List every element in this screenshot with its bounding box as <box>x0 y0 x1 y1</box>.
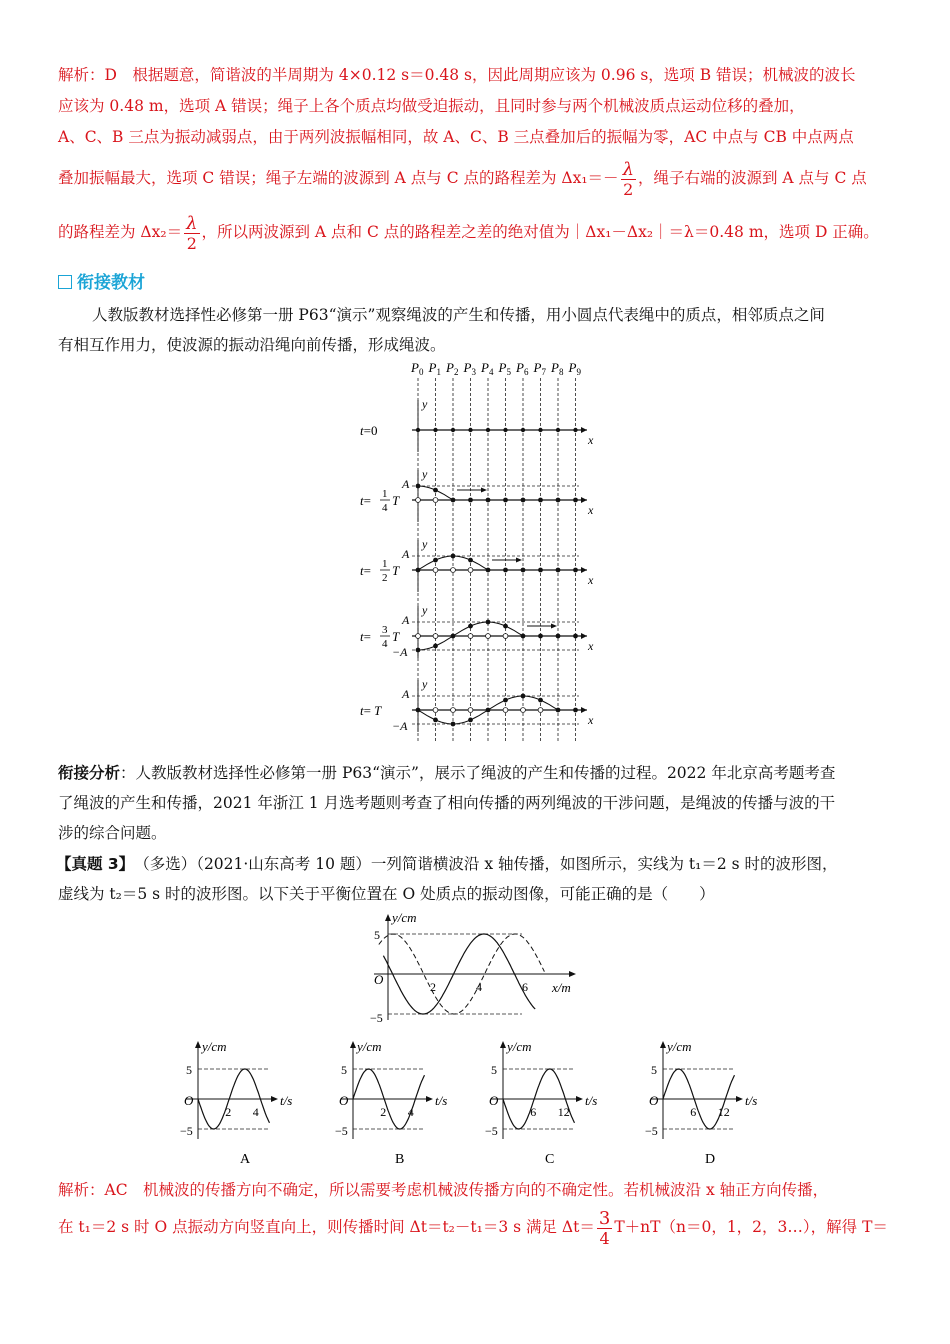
y-axis-arrow <box>660 1041 666 1048</box>
equilibrium-point <box>433 568 438 573</box>
analysis-text: 在 t₁＝2 s 时 O 点振动方向竖直向上，则传播时间 Δt＝t₂－t₁＝3 s 满足 Δt＝ <box>58 1218 595 1236</box>
y-tick: 5 <box>186 1063 192 1077</box>
x-axis-label: x <box>588 639 594 653</box>
rope-point <box>433 428 437 432</box>
time-row <box>360 467 594 522</box>
y-axis-label: y <box>422 397 428 411</box>
time-eq: = <box>363 563 371 578</box>
body-text: 涉的综合问题。 <box>58 824 167 842</box>
period-T: T <box>392 493 400 508</box>
propagation-arrowhead <box>516 558 522 563</box>
y-tick: −5 <box>645 1124 658 1138</box>
lambda-over-2-fraction <box>621 158 636 199</box>
x-axis-label: x <box>588 503 594 517</box>
x-tick: 2 <box>430 980 436 994</box>
equilibrium-point <box>486 634 491 639</box>
t-axis-label: t/s <box>585 1093 598 1108</box>
analysis-line-4 <box>58 158 894 198</box>
y-axis-label: y <box>422 603 428 617</box>
rope-point <box>468 428 472 432</box>
equilibrium-point <box>433 708 438 713</box>
t-axis-label: t/s <box>435 1093 448 1108</box>
rope-point <box>433 643 438 648</box>
t-axis-arrow <box>426 1096 433 1102</box>
frac-den: 4 <box>382 638 388 650</box>
rope-point <box>486 498 491 503</box>
y-tick: −5 <box>370 1011 383 1025</box>
propagation-arrowhead <box>481 488 487 493</box>
textbook-line-2 <box>58 330 894 361</box>
y-axis-label: y/cm <box>202 1039 227 1054</box>
t-axis-arrow <box>576 1096 583 1102</box>
frac-den: 4 <box>382 502 388 514</box>
time-t: t <box>360 563 364 578</box>
option-label: D <box>705 1152 716 1167</box>
rope-point <box>451 498 456 503</box>
t-tick: 6 <box>690 1105 697 1119</box>
point-letter: P <box>463 360 472 375</box>
rope-point <box>538 498 543 503</box>
analysis-text: A、C、B 三点为振动减弱点，由于两列波振幅相同，故 A、C、B 三点叠加后的振幅为零，AC 中点与 CB 中点两点 <box>58 128 854 146</box>
rope-point <box>503 568 508 573</box>
rope-point <box>521 428 525 432</box>
y-tick: −5 <box>335 1124 348 1138</box>
point-subscript: 7 <box>541 367 546 377</box>
option-graph-b <box>335 1039 447 1167</box>
origin-label: O <box>489 1093 499 1108</box>
rope-point <box>538 428 542 432</box>
option-label: C <box>545 1152 555 1167</box>
time-row <box>360 397 594 452</box>
time-label <box>360 493 371 508</box>
point-label <box>568 360 582 377</box>
y-axis-label: y/cm <box>392 910 417 925</box>
rope-point <box>451 722 456 727</box>
rope-point <box>468 558 473 563</box>
t-axis-label: t/s <box>280 1093 293 1108</box>
t-axis-arrow <box>736 1096 743 1102</box>
frac-num: 1 <box>382 488 388 500</box>
rope-point <box>503 698 508 703</box>
point-letter: P <box>516 360 524 375</box>
amplitude-label: A <box>402 613 410 627</box>
time-t: t <box>360 703 364 718</box>
y-axis-arrow <box>350 1041 356 1048</box>
equilibrium-point <box>538 708 543 713</box>
rope-point <box>556 708 561 713</box>
rope-point <box>486 620 491 625</box>
x-axis-arrow <box>581 707 587 713</box>
rope-point <box>573 634 578 639</box>
point-letter: P <box>568 360 577 375</box>
t-tick: 12 <box>557 1105 570 1119</box>
y-tick: 5 <box>374 928 380 942</box>
point-subscript: 0 <box>418 367 424 377</box>
equilibrium-point <box>433 634 438 639</box>
period-T: T <box>374 703 382 718</box>
point-subscript: 1 <box>436 367 441 377</box>
point-letter: P <box>428 360 437 375</box>
lambda-over-2-fraction <box>184 212 199 253</box>
y-axis-arrow <box>500 1041 506 1048</box>
time-row <box>360 603 594 659</box>
amplitude-label: A <box>402 687 410 701</box>
rope-point <box>486 428 490 432</box>
point-subscript: 8 <box>558 367 564 377</box>
t-tick: 2 <box>225 1105 232 1119</box>
rope-point <box>538 698 543 703</box>
point-subscript: 6 <box>523 367 529 377</box>
analysis-line-3 <box>58 122 894 153</box>
time-label <box>360 563 371 578</box>
rope-point <box>521 498 526 503</box>
propagation-arrowhead <box>551 624 557 629</box>
wave-graph <box>352 910 592 1030</box>
equilibrium-point <box>451 568 456 573</box>
period-T: T <box>392 563 400 578</box>
y-axis-label: y <box>422 467 428 481</box>
analysis-line-2 <box>58 91 894 122</box>
rope-point <box>573 568 578 573</box>
link-analysis-line-3 <box>58 818 894 849</box>
point-label <box>515 360 529 377</box>
analysis-text: ，绳子右端的波源到 A 点与 C 点 <box>637 169 867 187</box>
equilibrium-point <box>451 708 456 713</box>
analysis2-line-1 <box>58 1175 894 1206</box>
rope-point <box>416 428 420 432</box>
analysis-text: 解析：AC 机械波的传播方向不确定，所以需要考虑机械波传播方向的不确定性。若机械波沿 x 轴正方向传播， <box>58 1181 829 1199</box>
x-axis-arrow <box>569 971 576 977</box>
rope-point <box>468 498 473 503</box>
period-T: T <box>392 629 400 644</box>
time-t: t <box>360 629 364 644</box>
rope-point <box>416 568 421 573</box>
x-axis-arrow <box>581 427 587 433</box>
origin-label: O <box>339 1093 349 1108</box>
rope-point <box>416 484 421 489</box>
time-label <box>360 629 371 644</box>
time-label <box>360 703 371 718</box>
time-label <box>360 423 377 438</box>
y-axis-label: y/cm <box>667 1039 692 1054</box>
x-axis-label: x <box>588 433 594 447</box>
frac-denominator: 2 <box>186 233 197 253</box>
rope-point <box>521 634 526 639</box>
rope-point <box>538 568 543 573</box>
rope-point <box>538 634 543 639</box>
t-tick: 4 <box>252 1105 259 1119</box>
point-letter: P <box>551 360 559 375</box>
checkbox-square-icon <box>58 275 72 289</box>
origin-label: O <box>374 972 384 987</box>
frac-num: 3 <box>382 624 388 636</box>
x-tick: 4 <box>476 980 482 994</box>
point-label <box>498 360 512 377</box>
frac-denominator: 2 <box>623 179 634 199</box>
rope-point <box>503 428 507 432</box>
rope-point <box>451 554 456 559</box>
time-t: t <box>360 423 364 438</box>
frac-denominator: 4 <box>599 1228 610 1248</box>
rope-point <box>556 568 561 573</box>
y-axis-label: y/cm <box>357 1039 382 1054</box>
frac-den: 2 <box>382 572 388 584</box>
option-graph-d <box>645 1039 757 1167</box>
rope-point <box>573 428 577 432</box>
y-axis-label: y/cm <box>507 1039 532 1054</box>
question-line-2 <box>58 879 894 910</box>
section-heading <box>58 268 145 293</box>
t-tick: 12 <box>717 1105 730 1119</box>
rope-point <box>468 717 473 722</box>
option-label: B <box>395 1152 405 1167</box>
three-quarter-fraction <box>597 1207 612 1248</box>
body-text: 了绳波的产生和传播，2021 年浙江 1 月选考题则考查了相向传播的两列绳波的干涉问题，是绳波的传播与波的干 <box>58 794 836 812</box>
x-axis-arrow <box>581 567 587 573</box>
time-row <box>360 677 594 733</box>
equilibrium-point <box>416 634 421 639</box>
equilibrium-point <box>468 568 473 573</box>
point-label <box>445 360 458 377</box>
link-analysis-label: 衔接分析 <box>58 764 121 782</box>
option-label: A <box>240 1152 251 1167</box>
rope-point <box>416 708 421 713</box>
point-label <box>463 360 477 377</box>
equilibrium-point <box>468 708 473 713</box>
t-axis-arrow <box>271 1096 278 1102</box>
t-tick: 4 <box>407 1105 414 1119</box>
point-subscript: 3 <box>471 367 476 377</box>
analysis-text: 应该为 0.48 m，选项 A 错误；绳子上各个质点均做受迫振动，且同时参与两个机械波质点运动位移的叠加， <box>58 97 805 115</box>
y-tick: −5 <box>180 1124 193 1138</box>
rope-point <box>433 558 438 563</box>
rope-point <box>573 708 578 713</box>
equilibrium-point <box>521 708 526 713</box>
rope-point <box>556 634 561 639</box>
body-text: 有相互作用力，使波源的振动沿绳向前传播，形成绳波。 <box>58 336 446 354</box>
point-labels <box>410 360 581 377</box>
rope-wave-figure <box>352 358 602 748</box>
frac-num: 1 <box>382 558 388 570</box>
point-subscript: 5 <box>506 367 511 377</box>
rope-point <box>433 717 438 722</box>
analysis2-line-2 <box>58 1207 894 1247</box>
rope-point <box>416 648 421 653</box>
analysis-text: T＋nT（n＝0，1，2，3…），解得 T＝ <box>614 1218 888 1236</box>
rope-point <box>521 568 526 573</box>
link-analysis-line-2 <box>58 788 894 819</box>
rope-point <box>486 708 491 713</box>
question-line-1 <box>56 849 892 880</box>
x-axis-arrow <box>581 497 587 503</box>
point-subscript: 9 <box>576 367 581 377</box>
t-axis-label: t/s <box>745 1093 758 1108</box>
equilibrium-point <box>433 498 438 503</box>
y-axis-arrow <box>385 914 391 921</box>
rope-point <box>521 694 526 699</box>
x-axis-label: x <box>588 573 594 587</box>
origin-label: O <box>184 1093 194 1108</box>
y-axis-label: y <box>422 677 428 691</box>
time-eq: =0 <box>363 423 378 438</box>
rope-point <box>503 624 508 629</box>
x-tick: 6 <box>522 980 528 994</box>
point-letter: P <box>533 360 542 375</box>
point-letter: P <box>411 360 419 375</box>
time-eq: = <box>363 703 371 718</box>
analysis-line-5 <box>58 212 894 252</box>
link-analysis-line-1 <box>58 758 894 789</box>
analysis-line-1 <box>58 60 894 91</box>
section-title: 衔接教材 <box>77 273 145 293</box>
point-letter: P <box>446 360 454 375</box>
t-tick: 2 <box>380 1105 387 1119</box>
point-letter: P <box>481 360 489 375</box>
rope-point <box>433 488 438 493</box>
question-text: 虚线为 t₂＝5 s 时的波形图。以下关于平衡位置在 O 处质点的振动图像，可能正确的是（ ） <box>58 885 715 903</box>
rope-point <box>451 428 455 432</box>
time-t: t <box>360 493 364 508</box>
amplitude-label: −A <box>392 645 408 659</box>
point-subscript: 4 <box>488 367 494 377</box>
point-label <box>410 360 424 377</box>
t-tick: 6 <box>530 1105 537 1119</box>
analysis-text: 叠加振幅最大，选项 C 错误；绳子左端的波源到 A 点与 C 点的路程差为 Δx₁＝－ <box>58 169 619 187</box>
x-axis-label: x/m <box>552 980 571 995</box>
point-label <box>480 360 494 377</box>
rope-point <box>556 498 561 503</box>
time-row <box>360 537 594 592</box>
y-tick: 5 <box>341 1063 347 1077</box>
equilibrium-point <box>416 498 421 503</box>
frac-numerator: λ <box>186 212 198 234</box>
rope-point <box>503 498 508 503</box>
frac-numerator: λ <box>622 158 634 180</box>
x-axis-arrow <box>581 633 587 639</box>
rope-point <box>556 428 560 432</box>
frac-numerator: 3 <box>598 1207 611 1229</box>
amplitude-label: A <box>402 477 410 491</box>
question-text: （多选）（2021·山东高考 10 题）一列简谐横波沿 x 轴传播，如图所示，实线为 t₁＝2 s 时的波形图， <box>126 855 838 873</box>
y-axis-arrow <box>195 1041 201 1048</box>
point-subscript: 2 <box>453 367 459 377</box>
equilibrium-point <box>468 634 473 639</box>
analysis-text: 的路程差为 Δx₂＝ <box>58 223 183 241</box>
amplitude-label: A <box>402 547 410 561</box>
point-label <box>428 360 441 377</box>
y-axis-label: y <box>422 537 428 551</box>
time-rows <box>360 397 594 733</box>
equilibrium-point <box>503 708 508 713</box>
option-graph-a <box>180 1039 292 1167</box>
y-tick: −5 <box>485 1124 498 1138</box>
rope-point <box>451 634 456 639</box>
x-axis-label: x <box>588 713 594 727</box>
point-letter: P <box>498 360 507 375</box>
point-label <box>533 360 547 377</box>
rope-point <box>468 624 473 629</box>
body-text: 人教版教材选择性必修第一册 P63“演示”观察绳波的产生和传播，用小圆点代表绳中的质点，相邻质点之间 <box>92 306 825 324</box>
equilibrium-point <box>503 634 508 639</box>
rope-point <box>573 498 578 503</box>
time-eq: = <box>363 493 371 508</box>
y-tick: 5 <box>651 1063 657 1077</box>
point-label <box>550 360 564 377</box>
option-graphs <box>168 1035 808 1170</box>
analysis-text: ，所以两波源到 A 点和 C 点的路程差之差的绝对值为｜Δx₁－Δx₂｜＝λ＝0.48 m，选项 D 正确。 <box>201 223 879 241</box>
analysis-text: 解析：D 根据题意，简谐波的半周期为 4×0.12 s＝0.48 s，因此周期应该为 0.96 s，选项 B 错误；机械波的波长 <box>58 66 856 84</box>
question-label: 【真题 3】 <box>56 855 127 873</box>
textbook-line-1 <box>58 300 894 331</box>
option-graph-c <box>485 1039 597 1167</box>
origin-label: O <box>649 1093 659 1108</box>
body-text: ：人教版教材选择性必修第一册 P63“演示”，展示了绳波的产生和传播的过程。2022 年北京高考题考查 <box>120 764 836 782</box>
amplitude-label: −A <box>392 719 408 733</box>
time-eq: = <box>363 629 371 644</box>
y-tick: 5 <box>491 1063 497 1077</box>
rope-point <box>486 568 491 573</box>
